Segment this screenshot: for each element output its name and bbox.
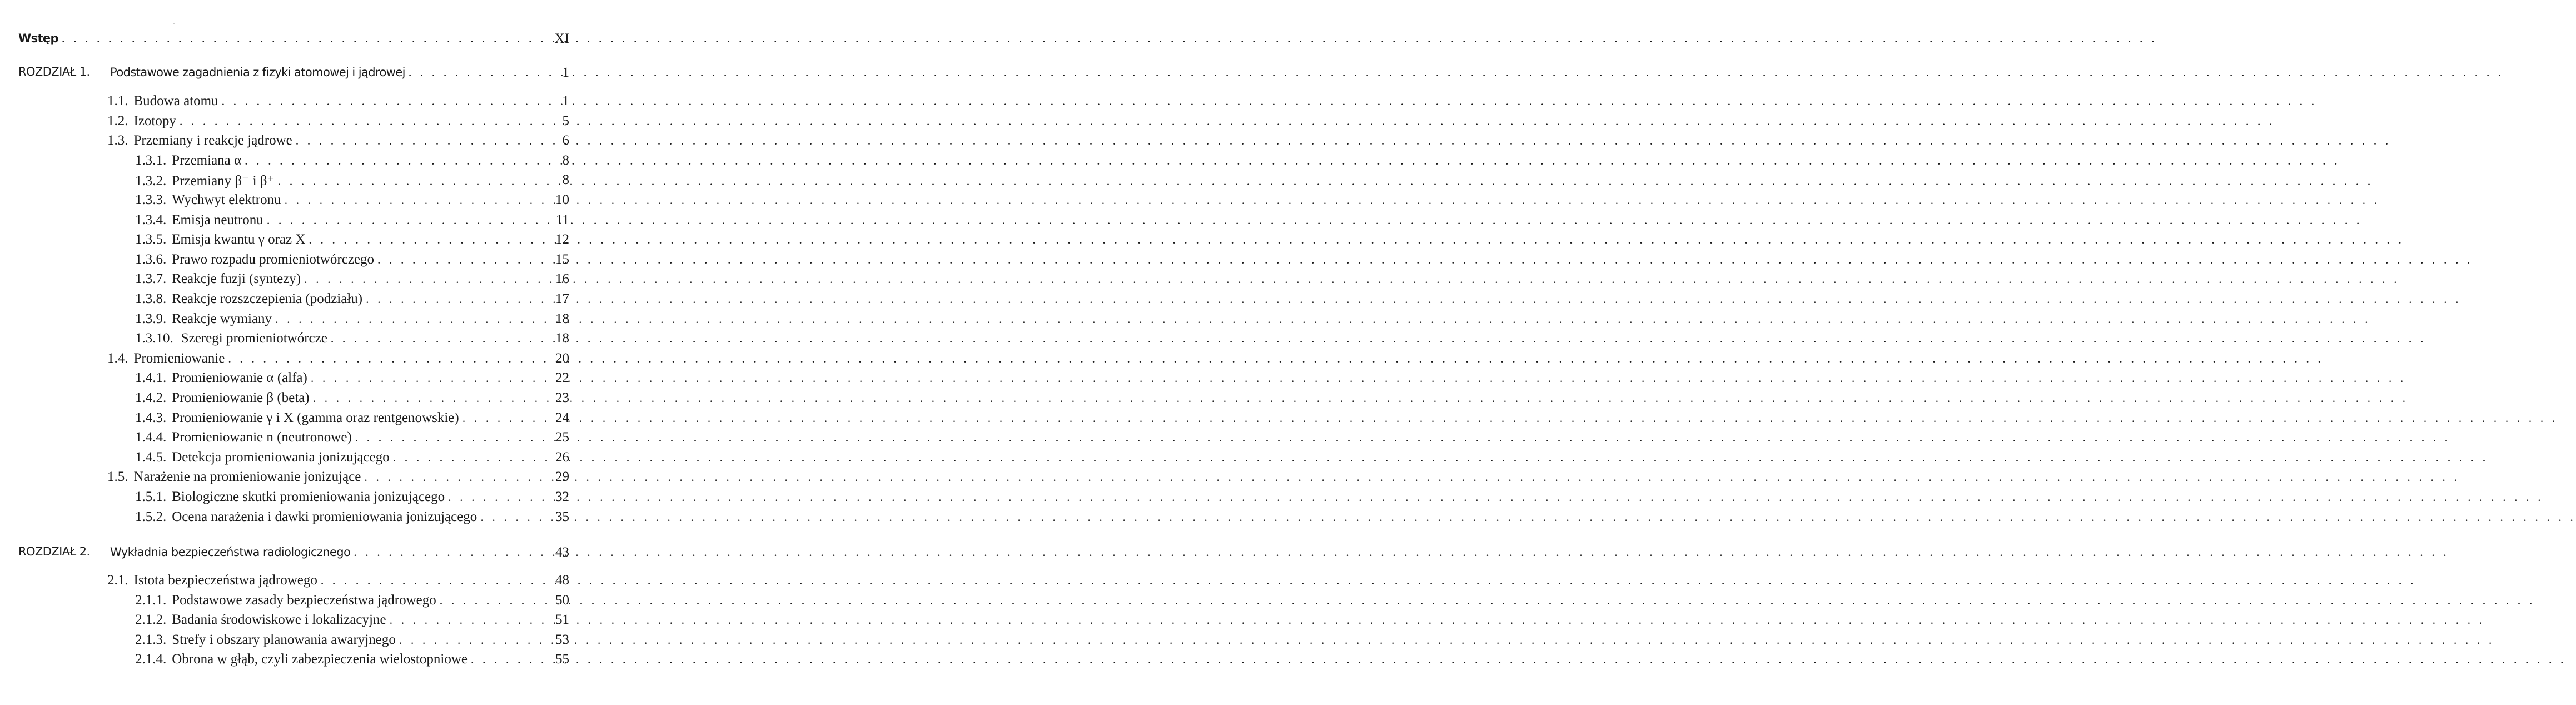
dot-leader: [228, 351, 2324, 366]
section-title: Przemiana α: [172, 152, 242, 168]
dot-leader: [448, 490, 2544, 504]
dot-leader: [62, 31, 2157, 46]
toc-row-intro: [0, 31, 603, 50]
page-number: 24: [555, 410, 569, 425]
section-number: 2.1.4.: [135, 652, 167, 667]
page-number: 26: [555, 449, 569, 465]
page-number: 6: [562, 133, 569, 148]
toc-entry-chapter-1[interactable]: [110, 65, 531, 80]
intro-page: XI: [554, 31, 569, 46]
section-title: Promieniowanie: [133, 350, 225, 366]
dot-leader: [393, 450, 2489, 465]
toc-entry[interactable]: [135, 410, 531, 426]
toc-entry[interactable]: [135, 311, 531, 327]
toc-row: [0, 212, 603, 231]
section-title: Przemiany β⁻ i β⁺: [172, 173, 275, 189]
dot-leader: [321, 573, 2416, 588]
toc-row: [0, 291, 603, 310]
dot-leader: [399, 633, 2495, 647]
section-title: Promieniowanie n (neutronowe): [172, 430, 352, 445]
section-number: 1.5.2.: [135, 509, 167, 524]
toc-row: [0, 652, 603, 671]
section-title: Strefy i obszary planowania awaryjnego: [172, 632, 396, 647]
chapter-1-label: ROZDZIAŁ 1.: [18, 65, 90, 78]
section-title: Przemiany i reakcje jądrowe: [133, 133, 292, 148]
section-title: Ocena narażenia i dawki promieniowania jonizującego: [172, 509, 478, 524]
toc-entry[interactable]: [107, 93, 531, 109]
section-number: 1.5.1.: [135, 489, 167, 504]
dot-leader: [311, 371, 2406, 385]
page-number: 29: [555, 469, 569, 485]
toc-row: [0, 153, 603, 172]
toc-entry[interactable]: [135, 172, 531, 189]
dot-leader: [354, 545, 2449, 559]
section-number: 2.1.2.: [135, 612, 167, 628]
page-number: 8: [562, 152, 569, 168]
section-number: 1.3.9.: [135, 311, 167, 326]
section-number: 1.4.: [107, 350, 128, 366]
page-number: 50: [555, 592, 569, 608]
scan-speck: [173, 23, 175, 24]
dot-leader: [471, 652, 2567, 667]
dot-leader: [313, 391, 2409, 405]
toc-row: [0, 113, 603, 132]
dot-leader: [267, 213, 2363, 227]
toc-entry[interactable]: [107, 113, 531, 129]
toc-row: [0, 311, 603, 330]
toc-entry[interactable]: [135, 232, 531, 247]
toc-row: [0, 390, 603, 409]
dot-leader: [296, 133, 2391, 148]
toc-entry[interactable]: [135, 370, 531, 386]
page-number: 1: [562, 93, 569, 108]
page-number: 35: [555, 509, 569, 524]
toc-row-chapter-2: [0, 545, 603, 564]
page-number: 20: [555, 350, 569, 366]
section-number: 2.1.3.: [135, 632, 167, 647]
page-number: 53: [555, 632, 569, 647]
toc-row: [0, 410, 603, 429]
section-number: 1.2.: [107, 113, 128, 128]
toc-entry[interactable]: [135, 212, 531, 228]
page-number: 25: [555, 430, 569, 445]
dot-leader: [180, 114, 2275, 128]
toc-row: [0, 450, 603, 469]
chapter-2-page: 43: [555, 545, 569, 560]
section-number: 2.1.: [107, 573, 128, 588]
toc-row-chapter-1: [0, 65, 603, 84]
toc-entry[interactable]: [135, 153, 531, 168]
toc-entry[interactable]: [135, 612, 531, 628]
toc-row: [0, 172, 603, 191]
toc-entry[interactable]: [107, 351, 531, 366]
page-number: 17: [555, 291, 569, 306]
section-number: 1.3.3.: [135, 192, 167, 207]
section-title: Podstawowe zasady bezpieczeństwa jądrowego: [172, 592, 436, 608]
page-number: 18: [555, 311, 569, 326]
section-number: 1.3.1.: [135, 152, 167, 168]
section-title: Promieniowanie α (alfa): [172, 370, 307, 386]
dot-leader: [409, 65, 2504, 80]
page-number: 18: [555, 331, 569, 346]
section-number: 1.3.5.: [135, 232, 167, 247]
toc-row: [0, 593, 603, 612]
page-number: 12: [555, 232, 569, 247]
dot-leader: [480, 510, 2576, 524]
page-number: 15: [555, 251, 569, 267]
chapter-1-title: Podstawowe zagadnienia z fizyki atomowej i jądrowej: [110, 66, 405, 79]
toc-entry[interactable]: [107, 573, 531, 588]
toc-row: [0, 232, 603, 251]
intro-title: Wstęp: [18, 32, 58, 45]
dot-leader: [390, 613, 2485, 627]
section-number: 1.4.5.: [135, 449, 167, 465]
toc-row: [0, 430, 603, 449]
toc-row: [0, 509, 603, 528]
section-number: 1.4.4.: [135, 430, 167, 445]
section-number: 1.3.4.: [135, 212, 167, 227]
section-title: Detekcja promieniowania jonizującego: [172, 449, 390, 465]
page-number: 32: [555, 489, 569, 504]
section-number: 1.4.1.: [135, 370, 167, 386]
toc-row: [0, 489, 603, 508]
toc-entry[interactable]: [135, 252, 531, 267]
toc-row: [0, 469, 603, 488]
section-title: Reakcje rozszczepienia (podziału): [172, 291, 363, 306]
page-number: 51: [555, 612, 569, 628]
dot-leader: [285, 193, 2380, 207]
toc-entry[interactable]: [135, 430, 531, 445]
chapter-2-title: Wykładnia bezpieczeństwa radiologicznego: [110, 545, 351, 559]
toc-entry[interactable]: [135, 291, 531, 307]
toc-row: [0, 573, 603, 592]
chapter-2-label: ROZDZIAŁ 2.: [18, 545, 90, 558]
section-title: Promieniowanie β (beta): [172, 390, 310, 405]
section-number: 1.5.: [107, 469, 128, 485]
section-title: Prawo rozpadu promieniotwórczego: [172, 251, 375, 267]
dot-leader: [222, 94, 2318, 108]
page-number: 55: [555, 652, 569, 667]
toc-entry[interactable]: [135, 192, 531, 208]
table-of-contents: [0, 0, 603, 705]
section-number: 2.1.1.: [135, 592, 167, 608]
section-title: Izotopy: [133, 113, 176, 128]
dot-leader: [331, 331, 2426, 346]
dot-leader: [309, 232, 2404, 247]
section-title: Istota bezpieczeństwa jądrowego: [133, 573, 317, 588]
section-title: Emisja kwantu γ oraz X: [172, 232, 306, 247]
section-number: 1.1.: [107, 93, 128, 108]
page-number: 5: [562, 113, 569, 128]
toc-entry[interactable]: [135, 593, 531, 608]
toc-entry[interactable]: [107, 133, 531, 148]
section-title: Emisja neutronu: [172, 212, 263, 227]
toc-row: [0, 351, 603, 370]
page-number: 11: [555, 212, 569, 227]
toc-entry[interactable]: [135, 390, 531, 406]
toc-entry[interactable]: [135, 509, 531, 525]
section-title: Biologiczne skutki promieniowania jonizującego: [172, 489, 445, 504]
toc-entry[interactable]: [135, 271, 531, 287]
dot-leader: [278, 174, 2374, 188]
page-number: 10: [555, 192, 569, 207]
page-number: 16: [555, 271, 569, 287]
toc-row: [0, 93, 603, 112]
section-title: Badania środowiskowe i lokalizacyjne: [172, 612, 386, 628]
section-number: 1.3.8.: [135, 291, 167, 306]
toc-entry[interactable]: [135, 652, 531, 667]
section-title: Narażenie na promieniowanie jonizujące: [133, 469, 361, 485]
page-number: 8: [562, 172, 569, 188]
toc-row: [0, 252, 603, 271]
toc-entry[interactable]: [135, 632, 531, 648]
page-number: 48: [555, 573, 569, 588]
chapter-1-page: 1: [562, 65, 569, 80]
toc-row: [0, 612, 603, 631]
section-number: 1.3.: [107, 133, 128, 148]
toc-entry[interactable]: [135, 489, 531, 505]
toc-entry[interactable]: [135, 331, 531, 346]
page-number: 22: [555, 370, 569, 386]
section-title: Promieniowanie γ i X (gamma oraz rentgenowskie): [172, 410, 459, 425]
dot-leader: [355, 430, 2451, 445]
dot-leader: [440, 593, 2535, 608]
section-title: Szeregi promieniotwórcze: [181, 331, 327, 346]
toc-row: [0, 331, 603, 350]
section-number: 1.3.7.: [135, 271, 167, 287]
section-title: Wychwyt elektronu: [172, 192, 281, 207]
toc-entry-chapter-2[interactable]: [110, 545, 531, 559]
section-title: Budowa atomu: [133, 93, 218, 108]
section-number: 1.3.10.: [135, 331, 173, 346]
section-number: 1.3.2.: [135, 173, 167, 189]
toc-row: [0, 632, 603, 651]
dot-leader: [366, 292, 2461, 306]
toc-row: [0, 133, 603, 152]
toc-entry[interactable]: [107, 469, 531, 485]
section-title: Obrona w głąb, czyli zabezpieczenia wielostopniowe: [172, 652, 468, 667]
toc-entry[interactable]: [135, 450, 531, 465]
section-number: 1.4.2.: [135, 390, 167, 405]
toc-row: [0, 370, 603, 389]
dot-leader: [377, 252, 2473, 267]
dot-leader: [275, 312, 2371, 326]
toc-row: [0, 192, 603, 211]
section-number: 1.4.3.: [135, 410, 167, 425]
section-number: 1.3.6.: [135, 251, 167, 267]
page-number: 23: [555, 390, 569, 405]
dot-leader: [304, 272, 2400, 286]
dot-leader: [245, 153, 2340, 168]
dot-leader: [364, 470, 2460, 484]
dot-leader: [463, 411, 2558, 425]
section-title: Reakcje fuzji (syntezy): [172, 271, 301, 287]
toc-entry-intro[interactable]: [18, 31, 531, 46]
section-title: Reakcje wymiany: [172, 311, 272, 326]
toc-row: [0, 271, 603, 290]
